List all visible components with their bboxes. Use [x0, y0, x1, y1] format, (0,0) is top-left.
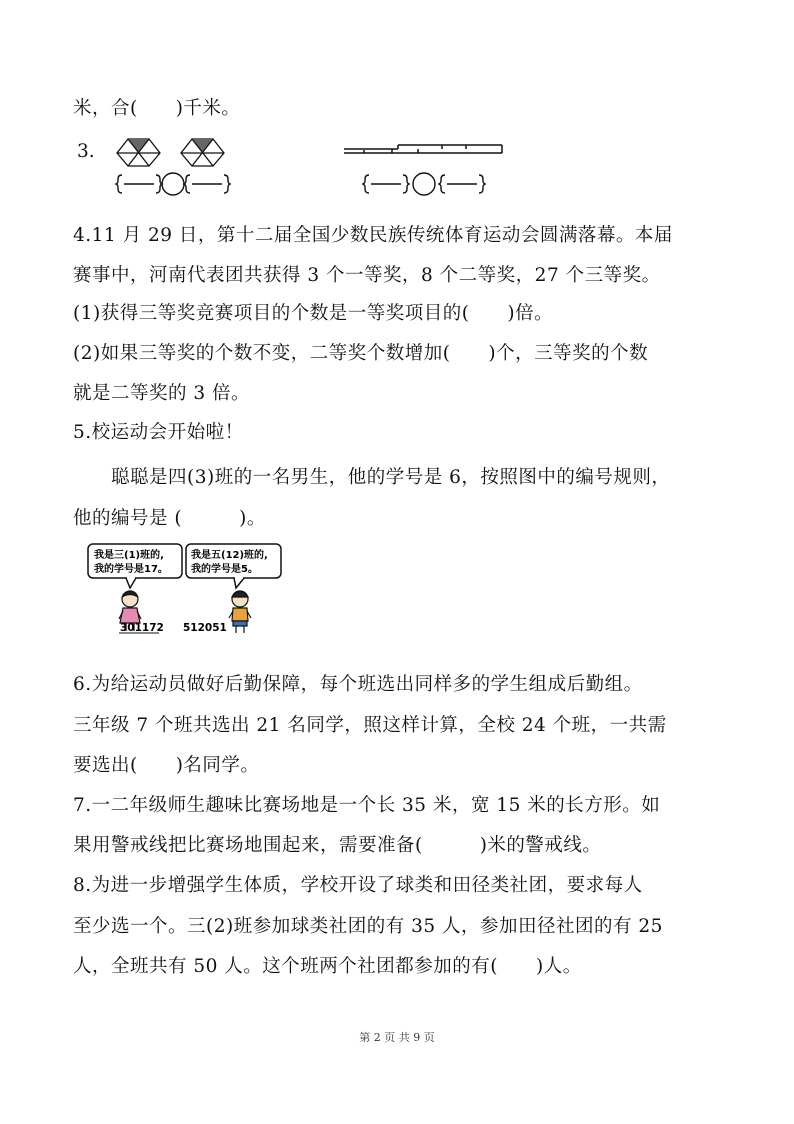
boy-bubble-line1: 我是五(12)班的, — [191, 550, 268, 561]
q3-right-compare — [363, 173, 485, 195]
q3-left-compare — [116, 173, 230, 195]
girl-id: 301172 — [120, 622, 164, 634]
boy-icon — [229, 591, 251, 633]
q7-line-1: 7.一二年级师生趣味比赛场地是一个长 35 米，宽 15 米的长方形。如 — [73, 795, 661, 816]
girl-bubble-line1: 我是三(1)班的, — [94, 550, 164, 561]
segmented-lines — [344, 145, 502, 153]
q6-line-3: 要选出( )名同学。 — [73, 755, 260, 776]
q5-line-1: 聪聪是四(3)班的一名男生，他的学号是 6，按照图中的编号规则， — [73, 467, 671, 488]
q4-sub2-line2: 就是二等奖的 3 倍。 — [73, 383, 251, 404]
boy-bubble-line2: 我的学号是5。 — [191, 564, 258, 575]
girl-speech-bubble — [88, 544, 182, 588]
q5-title: 5.校运动会开始啦！ — [73, 422, 244, 443]
q3-number: 3. — [77, 141, 95, 162]
hexagon-one-sixth — [117, 139, 160, 166]
q5-line-2: 他的编号是 ( )。 — [73, 508, 266, 529]
q4-line-1: 4.11 月 29 日，第十二届全国少数民族传统体育运动会圆满落幕。本届 — [73, 225, 673, 246]
q8-line-3: 人，全班共有 50 人。这个班两个社团都参加的有( )人。 — [73, 956, 582, 977]
q4-line-2: 赛事中，河南代表团共获得 3 个一等奖，8 个二等奖，27 个三等奖。 — [73, 265, 661, 286]
girl-bubble-line2: 我的学号是17。 — [94, 564, 168, 575]
q8-line-2: 至少选一个。三(2)班参加球类社团的有 35 人，参加田径社团的有 25 — [73, 916, 663, 937]
page-footer: 第 2 页 共 9 页 — [359, 1031, 435, 1044]
q4-sub1: (1)获得三等奖竞赛项目的个数是一等奖项目的( )倍。 — [73, 303, 554, 324]
q3-figure — [110, 135, 510, 201]
q7-line-2: 果用警戒线把比赛场地围起来，需要准备( )米的警戒线。 — [73, 835, 602, 856]
q2-tail-line: 米，合( )千米。 — [73, 98, 241, 119]
q8-line-1: 8.为进一步增强学生体质，学校开设了球类和田径类社团，要求每人 — [73, 875, 643, 896]
q6-line-1: 6.为给运动员做好后勤保障，每个班选出同样多的学生组成后勤组。 — [73, 674, 643, 695]
q5-figure — [86, 541, 286, 641]
q6-line-2: 三年级 7 个班共选出 21 名同学，照这样计算，全校 24 个班，一共需 — [73, 715, 667, 736]
hexagon-one-sixth-2 — [181, 139, 224, 166]
boy-id: 512051 — [183, 622, 227, 634]
boy-speech-bubble — [186, 544, 281, 588]
q4-sub2-line1: (2)如果三等奖的个数不变，二等奖个数增加( )个，三等奖的个数 — [73, 343, 649, 364]
